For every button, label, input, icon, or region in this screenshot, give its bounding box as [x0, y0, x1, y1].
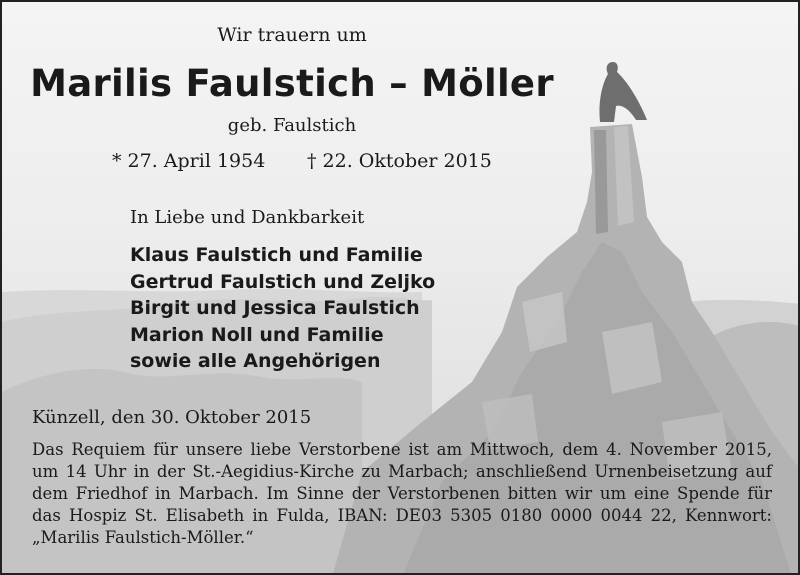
- funeral-details: Das Requiem für unsere liebe Verstorbene ist am Mittwoch, dem 4. November 2015, um 14 Uhr in der St.-Aegidius-Kirche zu Marbach; anschließend Urnenbeisetzung auf dem Friedhof in Marbach. Im Sinne der Verstorbenen bitten wir um eine Spende für das Hospiz St. Elisabeth in Fulda, IBAN: DE03 5305 0180 0000 0044 22, Kennwort: „Marilis Faulstich-Möller.“: [32, 440, 772, 547]
- intro-line: Wir trauern um: [217, 24, 367, 46]
- birth-date: * 27. April 1954: [112, 150, 266, 172]
- mourner-name: Birgit und Jessica Faulstich: [130, 297, 420, 319]
- mourner-name: Marion Noll und Familie: [130, 323, 384, 346]
- deceased-name: Marilis Faulstich – Möller: [30, 62, 554, 105]
- mourners-list: [130, 242, 435, 375]
- mourner-name: Klaus Faulstich und Familie: [130, 244, 423, 266]
- maiden-name: geb. Faulstich: [227, 115, 357, 136]
- mourner-name: Gertrud Faulstich und Zeljko: [130, 270, 436, 293]
- dedication-line: In Liebe und Dankbarkeit: [130, 207, 365, 228]
- death-date: † 22. Oktober 2015: [307, 150, 492, 172]
- place-and-date: Künzell, den 30. Oktober 2015: [32, 407, 312, 428]
- mourner-name: sowie alle Angehörigen: [130, 350, 381, 372]
